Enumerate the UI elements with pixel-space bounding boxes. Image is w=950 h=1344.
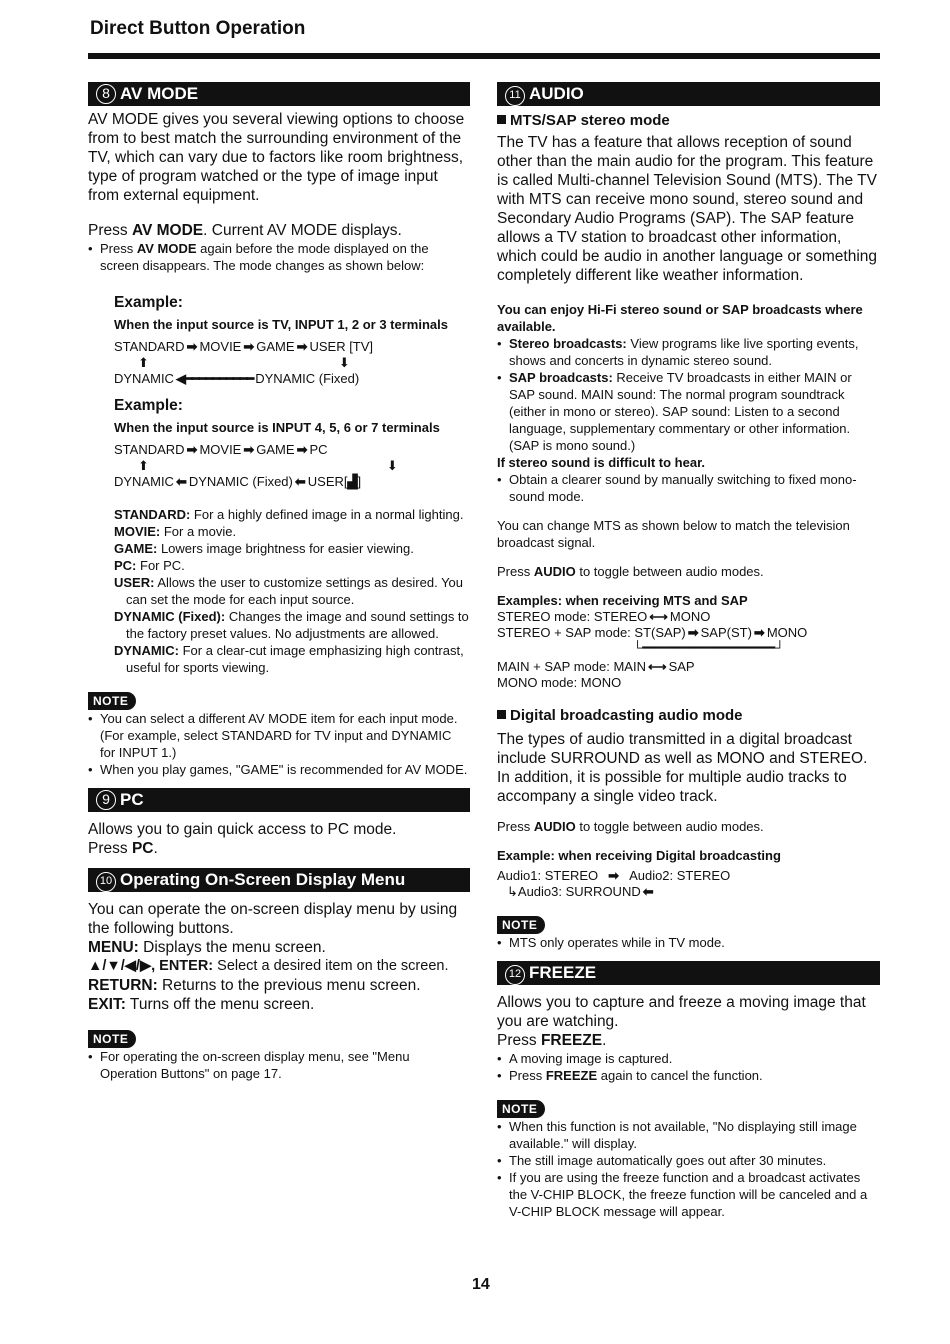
pc-line: Allows you to gain quick access to PC mode. bbox=[88, 821, 397, 838]
note-badge: NOTE bbox=[497, 1100, 545, 1118]
list-item: • Press AV MODE again before the mode displayed on the screen disappears. The mode changes as shown below: bbox=[88, 240, 470, 274]
section-number-badge: 12 bbox=[505, 965, 525, 985]
list-item: • SAP broadcasts: Receive TV broadcasts in either MAIN or SAP sound. MAIN sound: The normal program soundtrack (either in mono or stereo). SAP sound: Listen to a second language, supplementary commentary or other information. (SAP is mono sound.) bbox=[497, 369, 880, 454]
definition-item: MOVIE: For a movie. bbox=[114, 524, 237, 539]
return-arrow-icon: ↳ bbox=[507, 884, 518, 899]
section-number-badge: 9 bbox=[96, 790, 116, 810]
digital-example-line: Audio1: STEREO ➡ Audio2: STEREO bbox=[497, 868, 731, 883]
arrow-right-icon: ➡ bbox=[687, 625, 699, 640]
change-mts-text: You can change MTS as shown below to match the television broadcast signal. bbox=[497, 518, 850, 550]
arrow-down-icon: ⬇ bbox=[386, 458, 398, 473]
definition-item: GAME: Lowers image brightness for easier viewing. bbox=[114, 541, 414, 556]
mode-flow-row: STANDARD ➡ MOVIE ➡ GAME ➡ USER [TV] bbox=[114, 339, 374, 354]
mts-example-line: MONO mode: MONO bbox=[497, 675, 622, 690]
av-mode-press: Press AV MODE. Current AV MODE displays. bbox=[88, 222, 402, 239]
mts-example-heading: Examples: when receiving MTS and SAP bbox=[497, 593, 748, 608]
av-mode-example-1 bbox=[88, 294, 470, 676]
mts-heading: MTS/SAP stereo mode bbox=[497, 112, 880, 129]
mode-flow-row: DYNAMIC ◀━━━━━━━━━━ DYNAMIC (Fixed) bbox=[114, 371, 360, 386]
osd-item: MENU: Displays the menu screen. bbox=[88, 939, 326, 956]
arrow-right-icon: ➡ bbox=[296, 442, 308, 457]
arrow-left-long-icon: ◀━━━━━━━━━━ bbox=[175, 371, 254, 386]
example-label: Example: bbox=[114, 397, 183, 414]
note-list bbox=[497, 934, 880, 951]
page-heading: Direct Button Operation bbox=[90, 18, 306, 39]
arrow-both-icon: ⟷ bbox=[649, 609, 668, 624]
top-rule bbox=[88, 53, 880, 59]
av-mode-definitions bbox=[114, 506, 470, 676]
note-badge: NOTE bbox=[497, 916, 545, 934]
list-item: • For operating the on-screen display menu, see "Menu Operation Buttons" on page 17. bbox=[88, 1048, 470, 1082]
difficult-list bbox=[497, 471, 880, 505]
arrow-right-icon: ➡ bbox=[608, 868, 620, 883]
osd-intro: You can operate the on-screen display menu by using the following buttons. bbox=[88, 901, 458, 937]
freeze-title: FREEZE bbox=[529, 963, 597, 982]
av-mode-title: AV MODE bbox=[120, 84, 199, 103]
list-item: • Obtain a clearer sound by manually switching to fixed mono-sound mode. bbox=[497, 471, 880, 505]
digital-body: The types of audio transmitted in a digital broadcast include SURROUND as well as MONO and STEREO. In addition, it is possible for multiple audio tracks to accompany a single video track. bbox=[497, 731, 868, 805]
audio-header bbox=[497, 82, 880, 106]
digital-example-line: ↳Audio3: SURROUND ⬅ bbox=[507, 884, 654, 899]
difficult-heading: If stereo sound is difficult to hear. bbox=[497, 455, 706, 470]
mts-example-line: STEREO mode: STEREO ⟷ MONO bbox=[497, 609, 711, 624]
example-subtitle: When the input source is TV, INPUT 1, 2 or 3 terminals bbox=[114, 317, 448, 332]
audio-press: Press AUDIO to toggle between audio modes. bbox=[497, 564, 764, 579]
mts-example-line: STEREO + SAP mode: ST(SAP) ➡ SAP(ST) ➡ MONO bbox=[497, 625, 808, 640]
arrow-left-icon: ⬅ bbox=[294, 474, 306, 489]
arrow-left-icon: ⬅ bbox=[642, 884, 654, 899]
pc-header bbox=[88, 788, 470, 812]
example-subtitle: When the input source is INPUT 4, 5, 6 or 7 terminals bbox=[114, 420, 440, 435]
section-number-badge: 11 bbox=[505, 86, 525, 106]
mode-flow-row: STANDARD ➡ MOVIE ➡ GAME ➡ PC bbox=[114, 442, 328, 457]
digital-example-heading: Example: when receiving Digital broadcasting bbox=[497, 848, 781, 863]
osd-item: EXIT: Turns off the menu screen. bbox=[88, 996, 315, 1013]
list-item: • Stereo broadcasts: View programs like live sporting events, shows and concerts in dynamic stereo sound. bbox=[497, 335, 880, 369]
mts-example-line: MAIN + SAP mode: MAIN ⟷ SAP bbox=[497, 659, 695, 674]
arrow-both-icon: ⟷ bbox=[647, 659, 667, 674]
mode-flow-row: DYNAMIC ⬅ DYNAMIC (Fixed) ⬅ USER[▟] bbox=[114, 474, 362, 489]
pc-press: Press PC. bbox=[88, 840, 158, 857]
arrow-right-icon: ➡ bbox=[243, 339, 255, 354]
definition-item: DYNAMIC (Fixed): Changes the image and sound settings to the factory preset values. No adjustments are allowed. bbox=[114, 609, 469, 641]
page-number: 14 bbox=[472, 1276, 490, 1293]
freeze-bullets bbox=[497, 1050, 880, 1084]
freeze-note bbox=[497, 1100, 880, 1220]
pc-title: PC bbox=[120, 790, 144, 809]
hifi-list bbox=[497, 335, 880, 454]
list-item: • You can select a different AV MODE item for each input mode. (For example, select STANDARD for TV input and DYNAMIC for INPUT 1.) bbox=[88, 710, 470, 761]
section-number-badge: 10 bbox=[96, 872, 116, 892]
note-list bbox=[88, 1048, 470, 1082]
note-badge: NOTE bbox=[88, 692, 136, 710]
osd-item: ▲/▼/◀/▶, ENTER: Select a desired item on the screen. bbox=[88, 958, 449, 974]
av-mode-bullets bbox=[88, 240, 470, 274]
arrow-right-icon: ➡ bbox=[186, 442, 198, 457]
osd-note bbox=[88, 1030, 470, 1082]
pc-icon: ▟ bbox=[347, 474, 358, 489]
definition-item: PC: For PC. bbox=[114, 558, 185, 573]
list-item: • The still image automatically goes out after 30 minutes. bbox=[497, 1152, 880, 1169]
audio-note bbox=[497, 916, 880, 951]
freeze-press: Press FREEZE. bbox=[497, 1032, 607, 1049]
return-arrow-icon: └━━━━━━━━━━━━━━━━━┘ bbox=[633, 640, 785, 655]
freeze-intro: Allows you to capture and freeze a moving image that you are watching. bbox=[497, 994, 866, 1030]
arrow-right-icon: ➡ bbox=[243, 442, 255, 457]
list-item: • A moving image is captured. bbox=[497, 1050, 880, 1067]
freeze-header bbox=[497, 961, 880, 985]
av-mode-note bbox=[88, 692, 470, 778]
arrow-right-icon: ➡ bbox=[186, 339, 198, 354]
av-mode-header bbox=[88, 82, 470, 106]
list-item: • When this function is not available, "No displaying still image available." will display. bbox=[497, 1118, 880, 1152]
list-item: • MTS only operates while in TV mode. bbox=[497, 934, 880, 951]
list-item: • Press FREEZE again to cancel the function. bbox=[497, 1067, 880, 1084]
osd-item: RETURN: Returns to the previous menu screen. bbox=[88, 977, 421, 994]
av-mode-intro: AV MODE gives you several viewing options to choose from to best match the surrounding environment of the TV, which can vary due to factors like room brightness, type of program watched or the type of image input from external equipment. bbox=[88, 111, 465, 204]
arrow-up-icon: ⬆ bbox=[138, 458, 149, 473]
mode-flow-vertical-arrows bbox=[114, 355, 470, 371]
digital-heading: Digital broadcasting audio mode bbox=[497, 707, 880, 724]
osd-header bbox=[88, 868, 470, 892]
mode-flow-vertical-arrows bbox=[114, 458, 470, 474]
mts-body: The TV has a feature that allows reception of sound other than the main audio for the program. This feature is called Multi-channel Television Sound (MTS). The TV with MTS can receive mono sound, stereo sound and Secondary Audio Programs (SAP). The SAP feature allows a TV station to broadcast other information, which could be audio in another language or something completely different like weather information. bbox=[497, 134, 878, 284]
definition-item: STANDARD: For a highly defined image in a normal lighting. bbox=[114, 507, 464, 522]
note-list bbox=[88, 710, 470, 778]
note-list bbox=[497, 1118, 880, 1220]
list-item: • When you play games, "GAME" is recommended for AV MODE. bbox=[88, 761, 470, 778]
arrow-left-icon: ⬅ bbox=[175, 474, 187, 489]
arrow-right-icon: ➡ bbox=[753, 625, 765, 640]
arrow-up-icon: ⬆ bbox=[138, 355, 149, 370]
example-label: Example: bbox=[114, 294, 183, 311]
left-column bbox=[88, 82, 470, 1082]
hifi-heading: You can enjoy Hi-Fi stereo sound or SAP broadcasts where available. bbox=[497, 302, 863, 334]
arrow-down-icon: ⬇ bbox=[338, 355, 350, 370]
osd-title: Operating On-Screen Display Menu bbox=[120, 870, 406, 889]
definition-item: USER: Allows the user to customize settings as desired. You can set the mode for each input source. bbox=[114, 575, 464, 607]
list-item: • If you are using the freeze function and a broadcast activates the V-CHIP BLOCK, the freeze function will be canceled and a V-CHIP BLOCK message will appear. bbox=[497, 1169, 880, 1220]
arrow-right-icon: ➡ bbox=[296, 339, 308, 354]
note-badge: NOTE bbox=[88, 1030, 136, 1048]
section-number-badge: 8 bbox=[96, 84, 116, 104]
audio-title: AUDIO bbox=[529, 84, 584, 103]
audio-press-digital: Press AUDIO to toggle between audio modes. bbox=[497, 819, 764, 834]
right-column bbox=[497, 82, 880, 1220]
definition-item: DYNAMIC: For a clear-cut image emphasizing high contrast, useful for sports viewing. bbox=[114, 643, 464, 675]
